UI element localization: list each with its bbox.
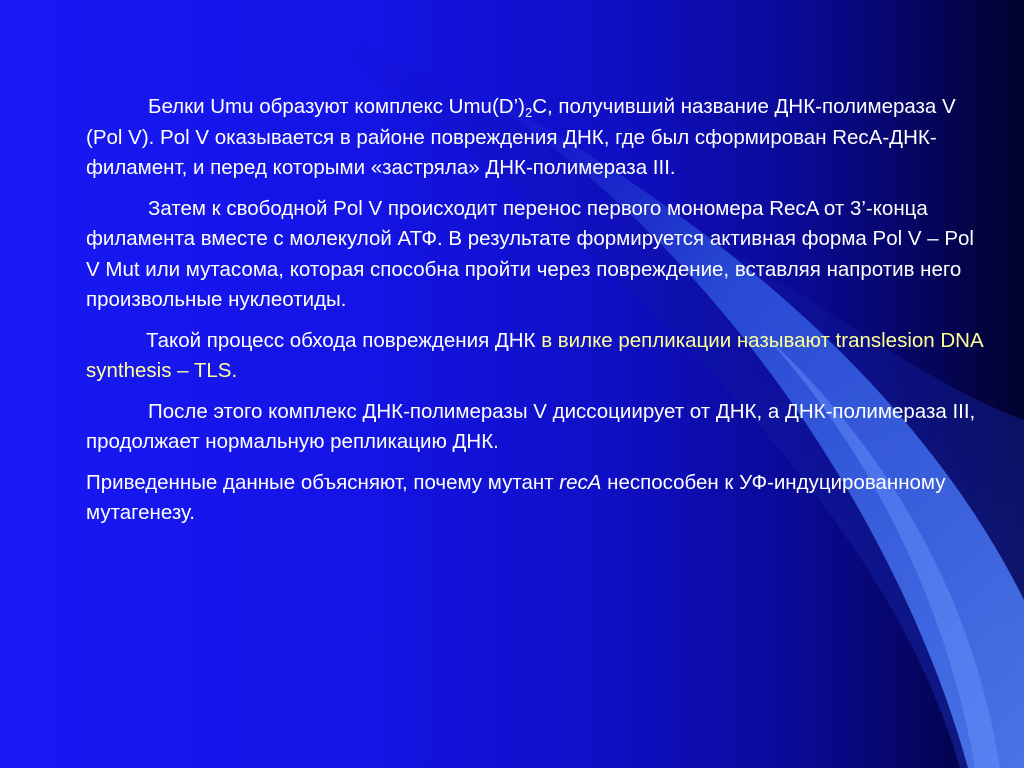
paragraph-4-text: После этого комплекс ДНК-полимеразы V диссоциирует от ДНК, а ДНК-полимераза III, продолжает нормальную репликацию ДНК. bbox=[86, 399, 976, 453]
paragraph-1-text-a: Белки Umu образуют комплекс Umu(D’) bbox=[148, 95, 525, 118]
paragraph-1 bbox=[86, 92, 986, 184]
paragraph-5-text-c: неспособен к УФ-индуцированному мутагенезу. bbox=[86, 470, 946, 524]
paragraph-2-text: Затем к свободной Pol V происходит перенос первого мономера RecA от 3’-конца филамента вместе с молекулой АТФ. В результате формируется активная форма Pol V – Pol V Mut или мутасома, которая способна пройти через повреждение, вставляя напротив него произвольные нуклеотиды. bbox=[86, 196, 974, 311]
paragraph-5 bbox=[86, 468, 986, 529]
slide-text-body bbox=[86, 92, 986, 539]
subscript-2: 2 bbox=[524, 105, 533, 120]
paragraph-5-italic-reca: recA bbox=[559, 470, 602, 494]
paragraph-5-text-a: Приведенные данные объясняют, почему мутант bbox=[86, 470, 560, 494]
paragraph-3 bbox=[86, 326, 986, 387]
paragraph-4 bbox=[86, 397, 986, 458]
paragraph-3-highlight: в вилке репликации bbox=[541, 328, 732, 352]
paragraph-3-text-c: называют translesion DNA synthesis – TLS. bbox=[86, 328, 983, 382]
paragraph-1-text-b: C, получивший название ДНК-полимераза V (Pol V). Pol V оказывается в районе повреждения ДНК, где был сформирован RecA-ДНК-филамент, и перед которыми «застряла» ДНК-полимераза III. bbox=[86, 95, 956, 179]
paragraph-3-text-a: Такой процесс обхода повреждения ДНК bbox=[146, 328, 542, 352]
paragraph-2 bbox=[86, 194, 986, 316]
